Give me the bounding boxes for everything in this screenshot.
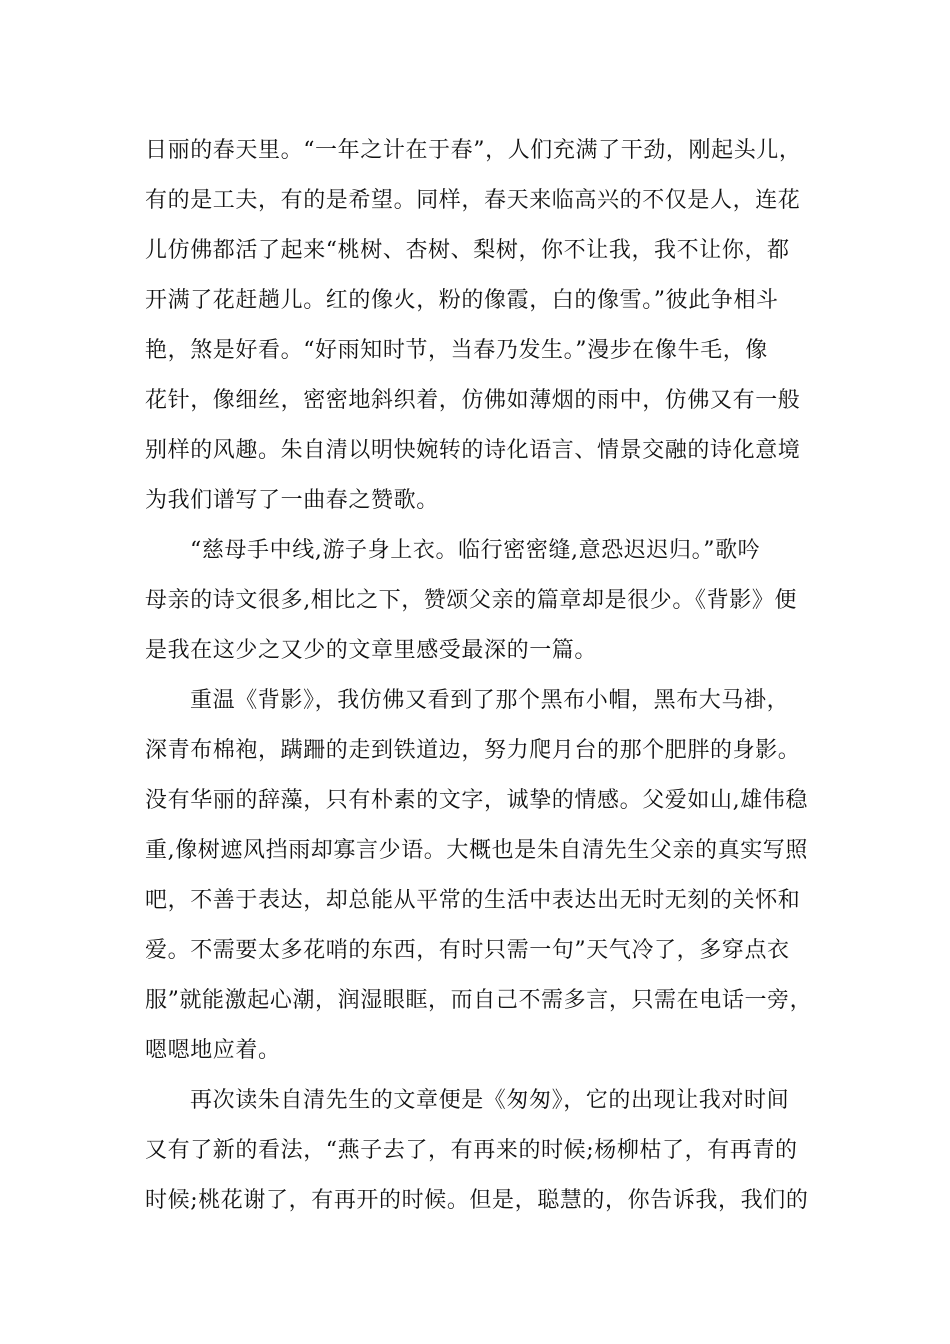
text-line: 花针，像细丝，密密地斜织着，仿佛如薄烟的雨中，仿佛又有一般 <box>145 388 801 413</box>
text-line: 时候;桃花谢了，有再开的时候。但是，聪慧的，你告诉我，我们的 <box>145 1188 809 1213</box>
text-line: 重温《背影》，我仿佛又看到了那个黑布小帽，黑布大马褂， <box>190 688 790 713</box>
text-line: 又有了新的看法，“燕子去了，有再来的时候;杨柳枯了，有再青的 <box>145 1138 798 1163</box>
text-line: 母亲的诗文很多,相比之下，赞颂父亲的篇章却是很少。《背影》便 <box>145 588 797 613</box>
text-line: 重,像树遮风挡雨却寡言少语。大概也是朱自清先生父亲的真实写照 <box>145 838 808 863</box>
text-line: 是我在这少之又少的文章里感受最深的一篇。 <box>145 638 598 663</box>
text-line: 开满了花赶趟儿。红的像火，粉的像霞，白的像雪。”彼此争相斗 <box>145 288 779 313</box>
text-line: 吧，不善于表达，却总能从平常的生活中表达出无时无刻的关怀和 <box>145 888 801 913</box>
text-line: 别样的风趣。朱自清以明快婉转的诗化语言、情景交融的诗化意境 <box>145 438 801 463</box>
text-line: 深青布棉袍，蹒跚的走到铁道边，努力爬月台的那个肥胖的身影。 <box>145 738 801 763</box>
text-line: 儿仿佛都活了起来“桃树、杏树、梨树，你不让我，我不让你，都 <box>145 238 790 263</box>
text-line: 有的是工夫，有的是希望。同样，春天来临高兴的不仅是人，连花 <box>145 188 801 213</box>
text-line: 爱。不需要太多花哨的东西，有时只需一句”天气冷了，多穿点衣 <box>145 938 790 963</box>
text-line: 没有华丽的辞藻，只有朴素的文字，诚挚的情感。父爱如山,雄伟稳 <box>145 788 808 813</box>
text-line: 艳，煞是好看。“好雨知时节，当春乃发生。”漫步在像牛毛，像 <box>145 338 768 363</box>
text-line: “慈母手中线,游子身上衣。临行密密缝,意恐迟迟归。”歌吟 <box>190 538 761 563</box>
text-line: 嗯嗯地应着。 <box>145 1038 281 1063</box>
text-line: 为我们谱写了一曲春之赞歌。 <box>145 488 439 513</box>
text-line: 再次读朱自清先生的文章便是《匆匆》，它的出现让我对时间 <box>190 1088 790 1113</box>
text-line: 服”就能激起心潮，润湿眼眶，而自己不需多言，只需在电话一旁， <box>145 988 813 1013</box>
text-line: 日丽的春天里。“一年之计在于春”，人们充满了干劲，刚起头儿， <box>145 138 802 163</box>
